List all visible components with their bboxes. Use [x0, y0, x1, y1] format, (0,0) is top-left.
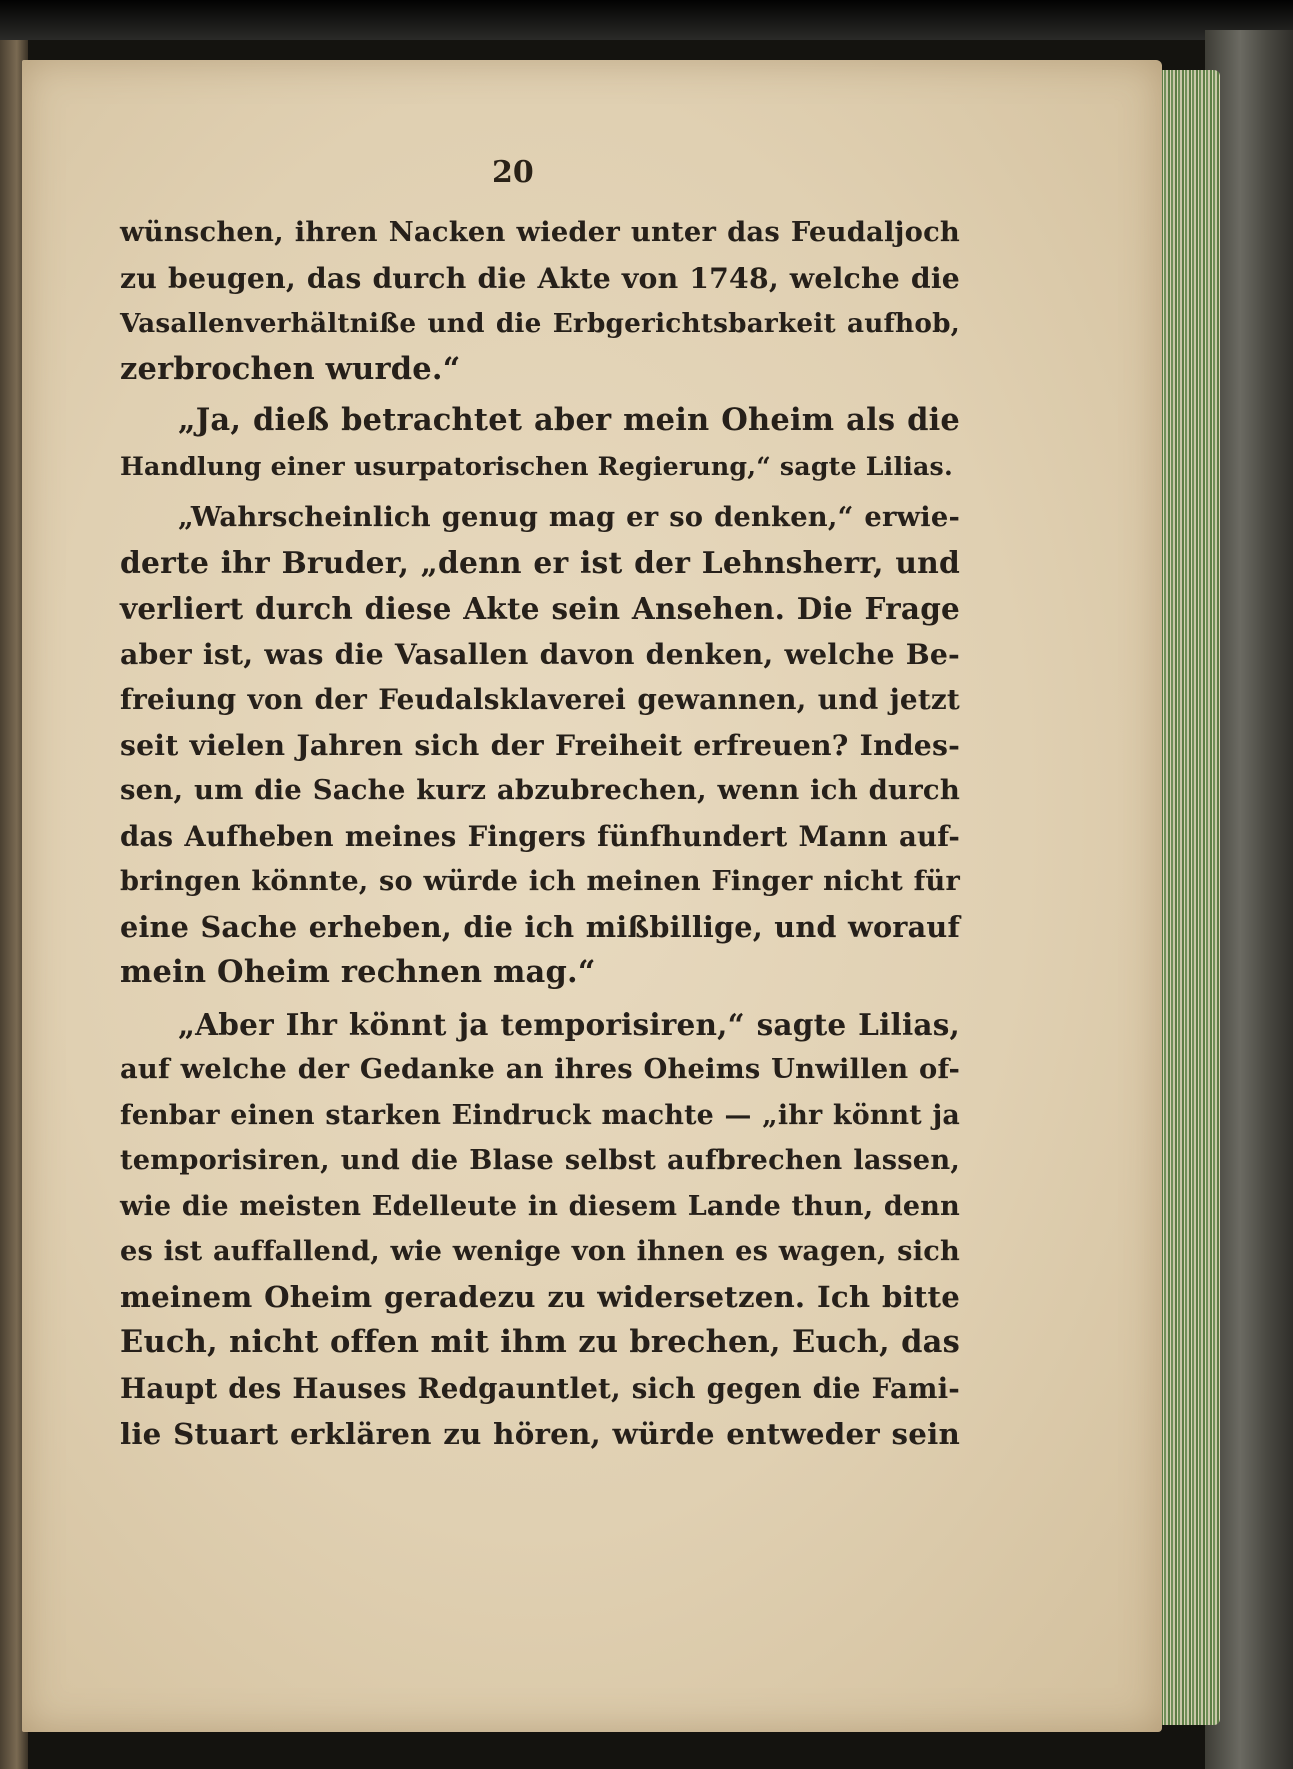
text-line: sen, um die Sache kurz abzubrechen, wenn ich durch — [120, 774, 960, 806]
text-line: seit vielen Jahren sich der Freiheit erfreuen? Indes- — [120, 727, 960, 762]
top-shadow — [0, 0, 1293, 40]
text-line: zu beugen, das durch die Akte von 1748, welche die — [120, 260, 960, 295]
text-line: meinem Oheim geradezu zu widersetzen. Ich bitte — [120, 1279, 960, 1314]
text-line: freiung von der Feudalsklaverei gewannen, und jetzt — [120, 683, 960, 716]
page-number: 20 — [492, 155, 534, 190]
text-line: zerbrochen wurde.“ — [120, 350, 461, 387]
text-line: das Aufheben meines Fingers fünfhundert Mann auf- — [120, 819, 960, 853]
text-line: auf welche der Gedanke an ihres Oheims Unwillen of- — [120, 1053, 960, 1085]
text-line: wie die meisten Edelleute in diesem Lande thun, denn — [120, 1190, 960, 1222]
text-line: „Wahrscheinlich genug mag er so denken,“ erwie- — [178, 501, 960, 533]
text-line: wünschen, ihren Nacken wieder unter das Feudaljoch — [120, 216, 960, 248]
text-line: „Aber Ihr könnt ja temporisiren,“ sagte Lilias, — [178, 1006, 960, 1042]
text-line: Euch, nicht offen mit ihm zu brechen, Euch, das — [120, 1324, 960, 1360]
text-line: temporisiren, und die Blase selbst aufbrechen lassen, — [120, 1144, 960, 1176]
text-line: „Ja, dieß betrachtet aber mein Oheim als die — [178, 402, 960, 438]
text-line: fenbar einen starken Eindruck machte — „ihr könnt ja — [120, 1099, 960, 1131]
text-line: bringen könnte, so würde ich meinen Finger nicht für — [120, 865, 960, 897]
text-line: lie Stuart erklären zu hören, würde entweder sein — [120, 1416, 960, 1451]
page-text — [120, 210, 960, 1457]
text-line: Vasallenverhältniße und die Erbgerichtsbarkeit aufhob, — [120, 308, 960, 339]
text-line: aber ist, was die Vasallen davon denken, welche Be- — [120, 636, 960, 671]
text-line: derte ihr Bruder, „denn er ist der Lehnsherr, und — [120, 545, 960, 581]
text-line: es ist auffallend, wie wenige von ihnen es wagen, sich — [120, 1235, 960, 1267]
text-line: Handlung einer usurpatorischen Regierung,“ sagte Lilias. — [120, 450, 953, 481]
text-line: Haupt des Hauses Redgauntlet, sich gegen die Fami- — [120, 1371, 960, 1405]
text-line: mein Oheim rechnen mag.“ — [120, 954, 596, 990]
text-line: eine Sache erheben, die ich mißbillige, und worauf — [120, 909, 960, 944]
text-line: verliert durch diese Akte sein Ansehen. Die Frage — [120, 591, 960, 626]
book-page — [22, 60, 1162, 1732]
